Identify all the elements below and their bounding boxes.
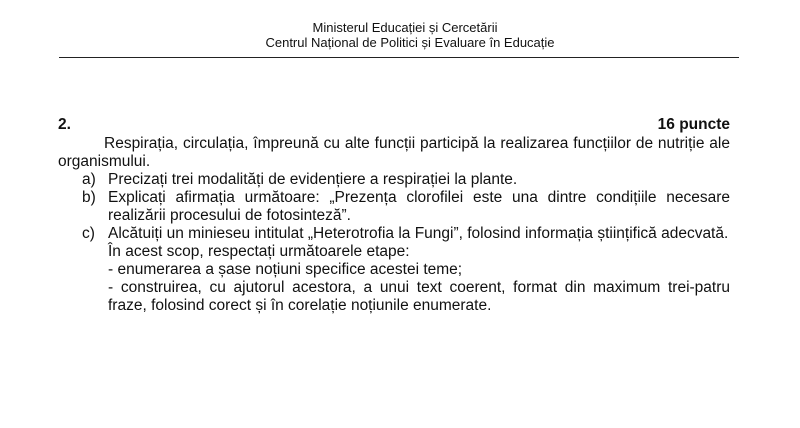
subject-section — [58, 116, 730, 315]
task-step: - enumerarea a șase noțiuni specifice acestei teme; — [108, 261, 463, 278]
task-instruction: În acest scop, respectați următoarele etape: — [108, 243, 410, 260]
subject-number: 2. — [58, 116, 71, 133]
task-letter: b) — [82, 189, 96, 206]
subject-intro: Respirația, circulația, împreună cu alte funcții participă la realizarea funcțiilor de nutriție ale organismului. — [58, 135, 730, 170]
task-text: Explicați afirmația următoare: „Prezența clorofilei este una dintre condițiile necesare realizării procesului de fotosinteză”. — [108, 189, 730, 224]
document-header — [0, 20, 800, 50]
ministry-name: Ministerul Educației și Cercetării — [312, 20, 498, 35]
subject-points: 16 puncte — [657, 116, 730, 133]
task-item-a — [82, 171, 730, 189]
center-name: Centrul Național de Politici și Evaluare în Educație — [265, 35, 555, 50]
task-text: Precizați trei modalități de evidențiere a respirației la plante. — [108, 171, 518, 188]
task-item-c — [82, 225, 730, 315]
task-item-b — [82, 189, 730, 225]
task-letter: c) — [82, 225, 95, 242]
task-text: Alcătuiți un minieseu intitulat „Heterotrofia la Fungi”, folosind informația științifică adecvată. — [108, 225, 729, 242]
subject-heading-row — [58, 116, 730, 135]
header-divider — [59, 57, 739, 58]
task-body — [108, 225, 730, 315]
task-step: - construirea, cu ajutorul acestora, a unui text coerent, format din maximum trei-patru fraze, folosind corect și în corelație noțiunile enumerate. — [108, 279, 730, 314]
task-letter: a) — [82, 171, 96, 188]
